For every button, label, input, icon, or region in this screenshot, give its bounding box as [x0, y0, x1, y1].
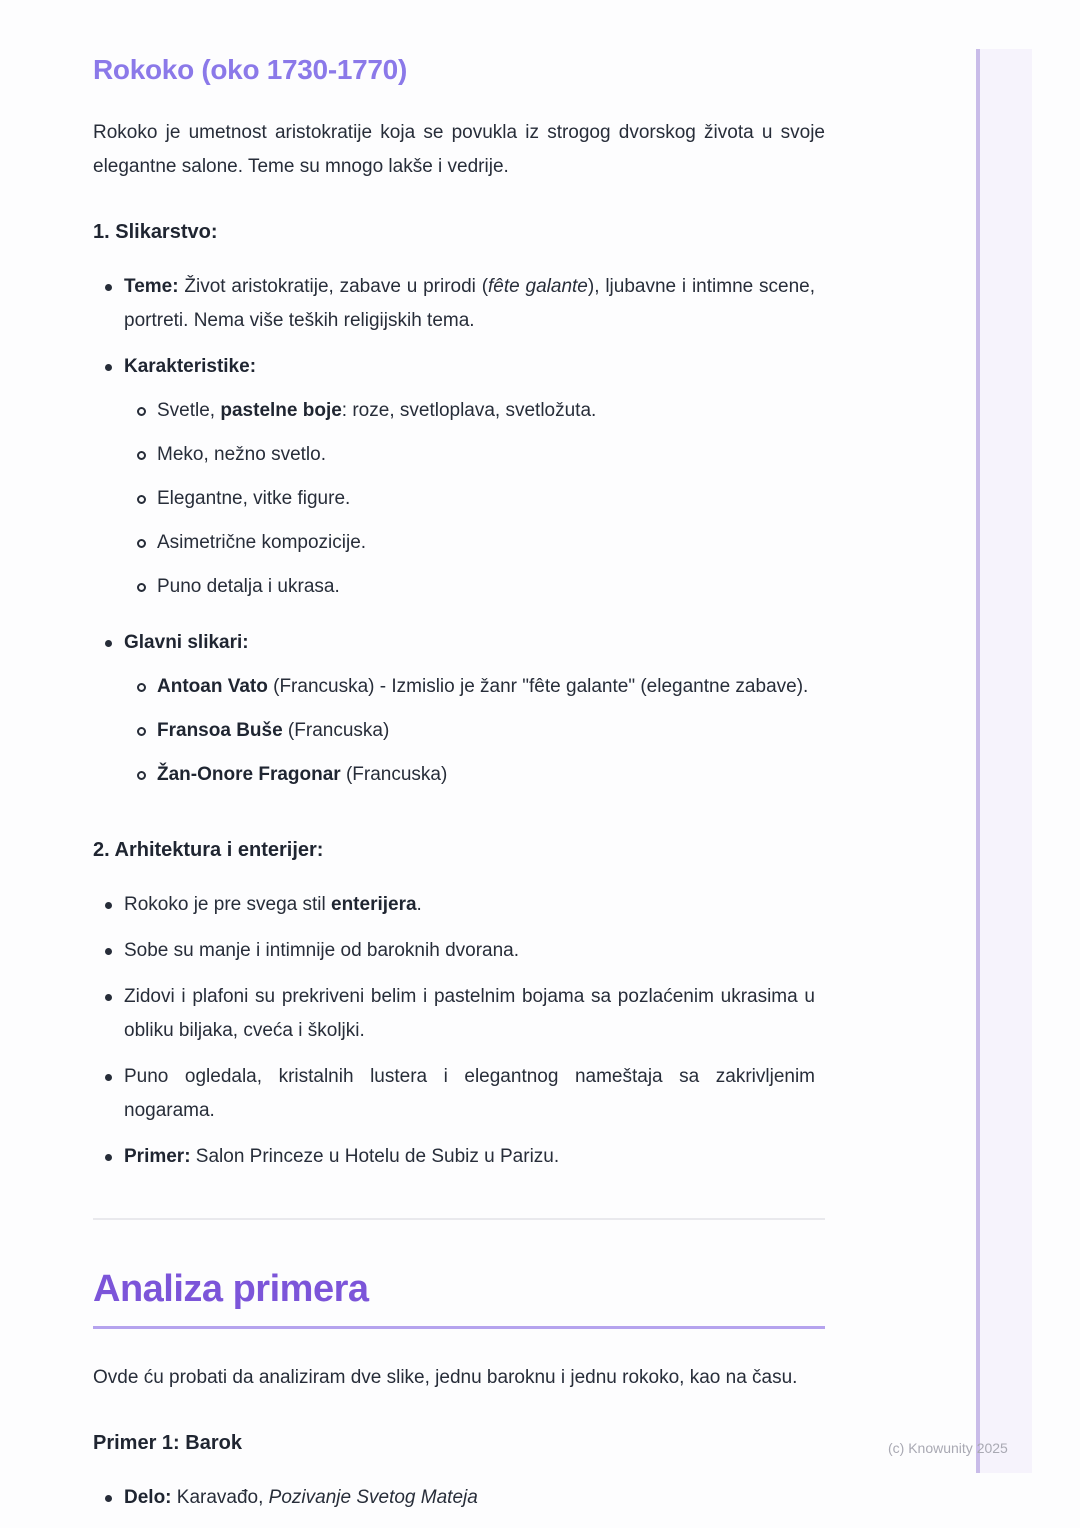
sublist-item: [124, 438, 815, 472]
list-item-text: Zidovi i plafoni su prekriveni belim i pastelnim bojama sa pozlaćenim ukrasima u obliku biljaka, cveća i školjki.: [124, 986, 815, 1041]
subsection-heading-primer1: Primer 1: Barok: [93, 1432, 242, 1454]
text-run: (Francuska): [340, 764, 448, 785]
text-run: Salon Princeze u Hotelu de Subiz u Parizu.: [190, 1146, 560, 1167]
bullet-circle: [137, 495, 146, 504]
circle-bullet-icon: [124, 570, 157, 592]
painters-sublist: [124, 670, 815, 792]
bullet-icon: [93, 980, 124, 1001]
bullet-dot: [105, 284, 112, 291]
analiza-intro-paragraph: Ovde ću probati da analiziram dve slike, jednu baroknu i jednu rokoko, kao na času.: [93, 1367, 798, 1388]
text-run: Karavađo,: [171, 1487, 269, 1508]
list-item-text: Puno ogledala, kristalnih lustera i elegantnog nameštaja sa zakrivljenim nogarama.: [124, 1066, 815, 1121]
text-run: (Francuska) - Izmislio je žanr "fête galante" (elegantne zabave).: [267, 676, 809, 697]
sublist-item-text: [157, 670, 815, 704]
sublist-item-text: Meko, nežno svetlo.: [157, 444, 326, 465]
bold-text: Delo:: [124, 1487, 172, 1508]
document-content: [93, 52, 825, 1527]
bullet-circle: [137, 451, 146, 460]
list-item-karakteristike: [93, 350, 815, 614]
list-item: [93, 888, 815, 922]
bullet-dot: [105, 640, 112, 647]
bullet-icon: [93, 350, 124, 371]
circle-bullet-icon: [124, 758, 157, 780]
list-item-text: [124, 350, 815, 614]
sublist-item-text: [157, 714, 815, 748]
section-heading-rokoko: Rokoko (oko 1730-1770): [93, 54, 407, 85]
bullet-circle: [137, 539, 146, 548]
subsection-heading-arhitektura: 2. Arhitektura i enterijer:: [93, 839, 324, 861]
list-item-text: Sobe su manje i intimnije od baroknih dvorana.: [124, 940, 520, 961]
sublist-item: [124, 482, 815, 516]
intro-paragraph: Rokoko je umetnost aristokratije koja se povukla iz strogog dvorskog života u svoje elegantne salone. Teme su mnogo lakše i vedrije.: [93, 122, 825, 177]
text-run: (Francuska): [282, 720, 390, 741]
circle-bullet-icon: [124, 670, 157, 692]
page-title-analiza-primera: Analiza primera: [93, 1266, 825, 1329]
sublist-item: [124, 570, 815, 604]
bold-text: Teme:: [124, 276, 179, 297]
sublist-item-painter: [124, 758, 815, 792]
list-item-text: [124, 1481, 815, 1515]
bullet-icon: [93, 270, 124, 291]
bold-text: Primer:: [124, 1146, 191, 1167]
text-run: : roze, svetloplava, svetložuta.: [341, 400, 597, 421]
sublist-item-painter: [124, 714, 815, 748]
bullet-icon: [93, 1140, 124, 1161]
list-item-glavni-slikari: [93, 626, 815, 802]
text-run: .: [416, 894, 422, 915]
characteristics-sublist: [124, 394, 815, 604]
bullet-icon: [93, 1481, 124, 1502]
sublist-item: [124, 394, 815, 428]
sublist-item-text: Asimetrične kompozicije.: [157, 532, 367, 553]
bullet-dot: [105, 1154, 112, 1161]
bullet-icon: [93, 888, 124, 909]
bullet-dot: [105, 1074, 112, 1081]
bold-text: Glavni slikari:: [124, 632, 249, 653]
bold-text: Žan-Onore Fragonar: [157, 764, 341, 785]
text-run: Život aristokratije, zabave u prirodi (: [178, 276, 489, 297]
circle-bullet-icon: [124, 526, 157, 548]
bullet-dot: [105, 994, 112, 1001]
circle-bullet-icon: [124, 394, 157, 416]
sublist-item-text: Puno detalja i ukrasa.: [157, 576, 340, 597]
bullet-circle: [137, 407, 146, 416]
bullet-icon: [93, 626, 124, 647]
list-item-teme: [93, 270, 815, 338]
list-item-text: [124, 270, 815, 338]
bullet-icon: [93, 934, 124, 955]
right-margin-panel: [976, 49, 1032, 1473]
bold-text: Fransoa Buše: [157, 720, 283, 741]
italic-text: fête galante: [488, 276, 588, 297]
text-run: Rokoko je pre svega stil: [124, 894, 331, 915]
list-item-delo: [93, 1481, 815, 1515]
sublist-item-text: [157, 758, 815, 792]
text-run: ), ljubavne i intimne scene, portreti. Nema više teških religijskih tema.: [124, 276, 815, 331]
list-item-text: [124, 1140, 815, 1174]
section-divider: [93, 1218, 825, 1220]
list-item: [93, 1060, 815, 1128]
bold-text: Antoan Vato: [157, 676, 268, 697]
bullet-dot: [105, 948, 112, 955]
list-item: [93, 934, 815, 968]
list-item-text: [124, 888, 815, 922]
bullet-circle: [137, 727, 146, 736]
list-item-text: [124, 626, 815, 802]
bold-text: pastelne boje: [220, 400, 342, 421]
bullet-dot: [105, 1495, 112, 1502]
list-item: [93, 980, 815, 1048]
circle-bullet-icon: [124, 482, 157, 504]
bullet-icon: [93, 1060, 124, 1081]
bullet-circle: [137, 683, 146, 692]
bold-text: enterijera: [331, 894, 417, 915]
subsection-heading-slikarstvo: 1. Slikarstvo:: [93, 221, 218, 243]
bullet-circle: [137, 583, 146, 592]
text-run: Svetle,: [157, 400, 221, 421]
primer1-list: [93, 1481, 825, 1515]
bullet-circle: [137, 771, 146, 780]
sublist-item: [124, 526, 815, 560]
copyright-watermark: (c) Knowunity 2025: [888, 1440, 1008, 1456]
sublist-item-text: Elegantne, vitke figure.: [157, 488, 351, 509]
sublist-item-text: [157, 394, 815, 428]
painting-list: [93, 270, 825, 802]
circle-bullet-icon: [124, 438, 157, 460]
circle-bullet-icon: [124, 714, 157, 736]
bullet-dot: [105, 364, 112, 371]
sublist-item-painter: [124, 670, 815, 704]
list-item-primer: [93, 1140, 815, 1174]
italic-text: Pozivanje Svetog Mateja: [268, 1487, 478, 1508]
architecture-list: [93, 888, 825, 1174]
bullet-dot: [105, 902, 112, 909]
bold-text: Karakteristike:: [124, 356, 257, 377]
